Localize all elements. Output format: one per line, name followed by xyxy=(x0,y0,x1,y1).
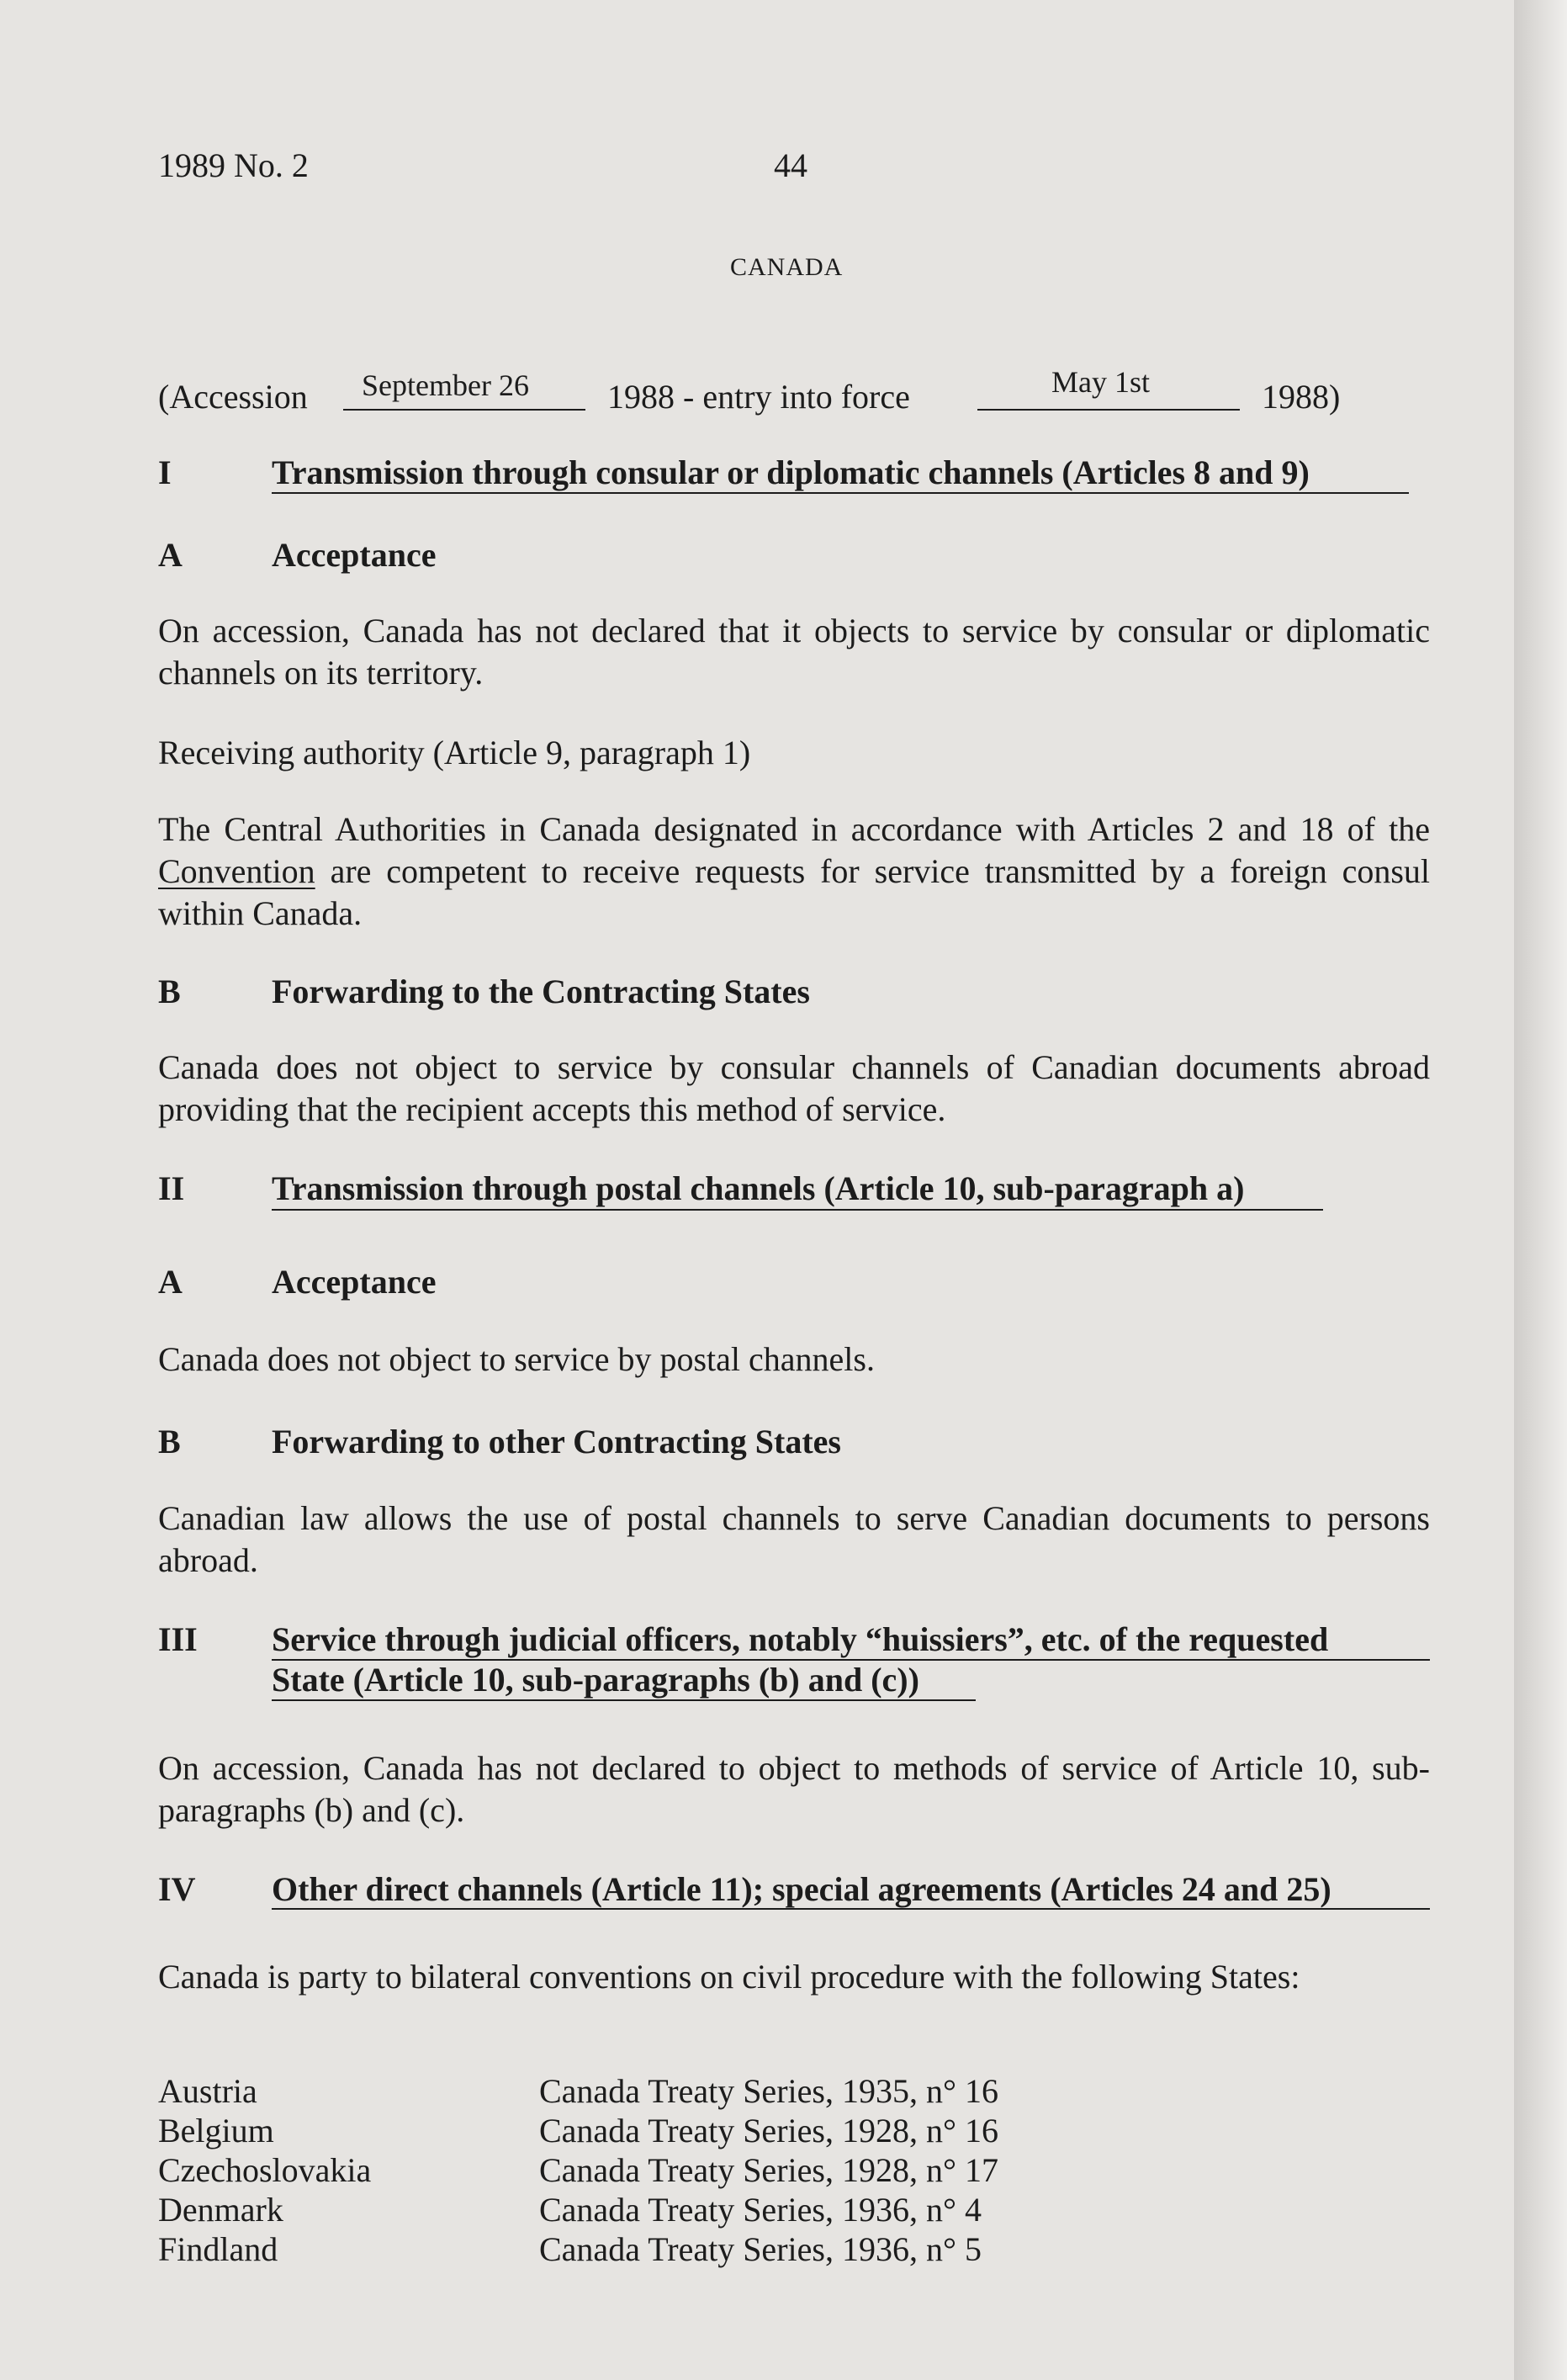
header-year-number: 1989 No. 2 xyxy=(158,146,309,184)
treaty-reference: Canada Treaty Series, 1935, n° 16 xyxy=(539,2072,998,2110)
treaty-state: Austria xyxy=(158,2072,257,2110)
section-II-title-rule xyxy=(272,1209,1323,1211)
section-I-B-heading: Forwarding to the Contracting States xyxy=(272,973,810,1010)
treaty-reference: Canada Treaty Series, 1936, n° 5 xyxy=(539,2230,982,2268)
country-heading: CANADA xyxy=(730,253,844,281)
section-II-numeral: II xyxy=(158,1169,185,1207)
section-II-B-letter: B xyxy=(158,1423,181,1460)
section-IV-numeral: IV xyxy=(158,1870,196,1908)
accession-middle: 1988 - entry into force xyxy=(607,378,910,416)
central-authorities-text xyxy=(158,808,1430,935)
section-I-title-rule xyxy=(272,492,1409,494)
section-III-numeral: III xyxy=(158,1620,198,1658)
treaty-row xyxy=(158,2150,998,2190)
section-II-A-heading: Acceptance xyxy=(272,1263,437,1301)
treaty-reference: Canada Treaty Series, 1936, n° 4 xyxy=(539,2191,982,2229)
treaty-reference: Canada Treaty Series, 1928, n° 17 xyxy=(539,2151,998,2189)
section-III-text: On accession, Canada has not declared to object to methods of service of Article 10, sub-paragraphs (b) and (c). xyxy=(158,1749,1430,1829)
page-number: 44 xyxy=(774,146,807,184)
treaty-reference: Canada Treaty Series, 1928, n° 16 xyxy=(539,2112,998,2149)
entry-date-rule xyxy=(977,409,1240,411)
central-authorities-text-pre: The Central Authorities in Canada designated in accordance with Articles 2 and 18 of the xyxy=(158,810,1430,848)
page-edge-shadow xyxy=(1514,0,1567,2380)
section-II-A-letter: A xyxy=(158,1263,183,1301)
treaty-row xyxy=(158,2229,998,2269)
section-III-title-rule-2 xyxy=(272,1699,976,1701)
section-II-B-heading: Forwarding to other Contracting States xyxy=(272,1423,841,1460)
treaty-state: Czechoslovakia xyxy=(158,2151,372,2189)
accession-date: September 26 xyxy=(362,368,529,402)
treaty-state: Findland xyxy=(158,2230,278,2268)
section-II-B-text: Canadian law allows the use of postal channels to serve Canadian documents to persons abroad. xyxy=(158,1499,1430,1579)
treaty-row xyxy=(158,2190,998,2229)
treaty-list xyxy=(158,2071,998,2269)
section-I-A-letter: A xyxy=(158,536,183,574)
accession-open: (Accession xyxy=(158,378,308,416)
treaty-row xyxy=(158,2071,998,2111)
accession-close: 1988) xyxy=(1262,378,1341,416)
section-II-A-text: Canada does not object to service by postal channels. xyxy=(158,1340,875,1378)
section-III-title-line2: State (Article 10, sub-paragraphs (b) and (c)) xyxy=(272,1661,919,1699)
section-I-A-text: On accession, Canada has not declared that it objects to service by consular or diplomatic channels on its territory. xyxy=(158,612,1430,692)
section-IV-text: Canada is party to bilateral conventions on civil procedure with the following States: xyxy=(158,1958,1300,1996)
section-I-B-letter: B xyxy=(158,973,181,1010)
convention-word: Convention xyxy=(158,852,315,890)
treaty-state: Belgium xyxy=(158,2112,274,2149)
entry-into-force-date: May 1st xyxy=(1051,365,1150,399)
accession-date-rule xyxy=(343,409,585,411)
treaty-state: Denmark xyxy=(158,2191,283,2229)
receiving-authority-heading: Receiving authority (Article 9, paragraph 1) xyxy=(158,734,751,771)
section-II-title: Transmission through postal channels (Article 10, sub-paragraph a) xyxy=(272,1169,1245,1207)
section-I-title: Transmission through consular or diplomatic channels (Articles 8 and 9) xyxy=(272,453,1310,491)
section-I-numeral: I xyxy=(158,453,172,491)
section-IV-title-rule xyxy=(272,1908,1430,1910)
section-IV-title: Other direct channels (Article 11); special agreements (Articles 24 and 25) xyxy=(272,1870,1331,1908)
section-III-title-line1: Service through judicial officers, notably “huissiers”, etc. of the requested xyxy=(272,1620,1329,1658)
treaty-row xyxy=(158,2111,998,2150)
section-I-A-heading: Acceptance xyxy=(272,536,437,574)
central-authorities-text-post: are competent to receive requests for service transmitted by a foreign consul within Canada. xyxy=(158,852,1431,932)
section-I-B-text: Canada does not object to service by consular channels of Canadian documents abroad providing that the recipient accepts this method of service. xyxy=(158,1048,1430,1128)
